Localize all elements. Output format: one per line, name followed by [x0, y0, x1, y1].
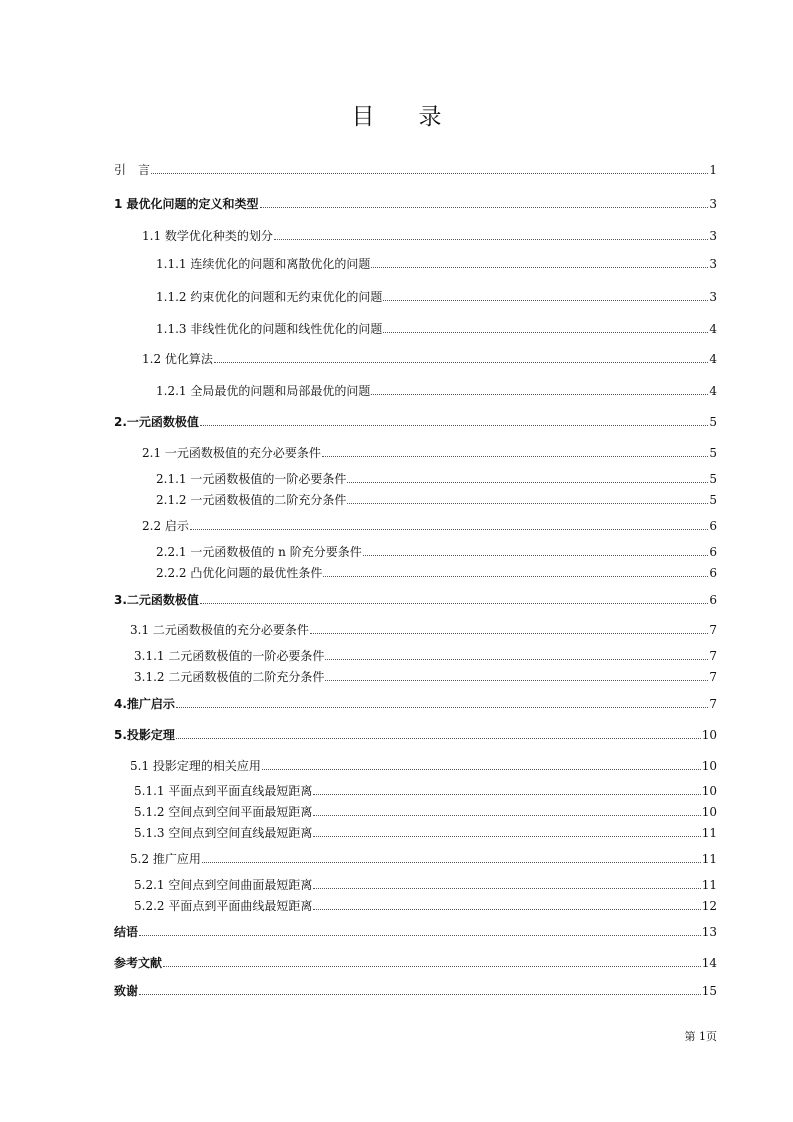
toc-entry-page: 11 — [701, 852, 717, 866]
toc-leader-dots — [200, 602, 708, 604]
toc-entry-page: 5 — [709, 415, 717, 429]
toc-entry-label: 3.1.2 二元函数极值的二阶充分条件 — [134, 670, 325, 684]
toc-entry-page: 11 — [701, 826, 717, 840]
toc-leader-dots — [214, 361, 708, 363]
toc-title-left: 目 — [351, 104, 375, 130]
toc-entry-page: 3 — [709, 290, 717, 304]
toc-entry[interactable] — [114, 592, 717, 608]
toc-entry[interactable] — [156, 321, 717, 337]
toc-leader-dots — [347, 502, 708, 504]
toc-entry-page: 6 — [709, 545, 717, 559]
toc-entry-label: 2.1.1 一元函数极值的一阶必要条件 — [156, 472, 347, 486]
toc-entry[interactable] — [134, 825, 717, 841]
toc-entry-label: 4.推广启示 — [114, 697, 175, 711]
toc-entry[interactable] — [114, 727, 717, 743]
toc-leader-dots — [200, 424, 708, 426]
toc-leader-dots — [176, 737, 701, 739]
toc-entry-label: 5.2.2 平面点到平面曲线最短距离 — [134, 899, 313, 913]
toc-entry[interactable] — [114, 414, 717, 430]
toc-entry-page: 10 — [701, 805, 717, 819]
toc-entry[interactable] — [130, 851, 717, 867]
toc-entry-label: 5.1 投影定理的相关应用 — [130, 759, 261, 773]
toc-leader-dots — [347, 481, 708, 483]
page-footer: 第 1页 — [684, 1030, 717, 1043]
toc-leader-dots — [323, 575, 708, 577]
toc-leader-dots — [313, 908, 700, 910]
toc-leader-dots — [262, 768, 701, 770]
toc-entry-page: 1 — [709, 163, 717, 177]
toc-leader-dots — [371, 393, 708, 395]
toc-entry[interactable] — [156, 565, 717, 581]
toc-leader-dots — [313, 793, 700, 795]
toc-leader-dots — [322, 455, 708, 457]
toc-entry-page: 6 — [709, 593, 717, 607]
toc-title — [0, 98, 793, 131]
toc-entry[interactable] — [142, 518, 717, 534]
toc-entry[interactable] — [130, 622, 717, 638]
toc-entry-page: 5 — [709, 446, 717, 460]
toc-entry-label: 5.1.2 空间点到空间平面最短距离 — [134, 805, 313, 819]
toc-leader-dots — [163, 965, 701, 967]
toc-title-right: 录 — [418, 104, 442, 130]
toc-entry[interactable] — [114, 162, 717, 178]
toc-entry-label: 参考文献 — [114, 956, 163, 970]
toc-leader-dots — [274, 238, 708, 240]
toc-entry-label: 1.1.3 非线性优化的问题和线性优化的问题 — [156, 322, 383, 336]
toc-entry-label: 2.2 启示 — [142, 519, 189, 533]
toc-leader-dots — [325, 679, 708, 681]
toc-entry[interactable] — [142, 351, 717, 367]
toc-entry[interactable] — [134, 804, 717, 820]
toc-entry-label: 2.2.2 凸优化问题的最优性条件 — [156, 566, 323, 580]
toc-leader-dots — [310, 632, 708, 634]
toc-entry[interactable] — [142, 228, 717, 244]
toc-entry-page: 5 — [709, 472, 717, 486]
toc-entry-page: 10 — [701, 728, 717, 742]
toc-entry[interactable] — [134, 669, 717, 685]
toc-entry-label: 3.1 二元函数极值的充分必要条件 — [130, 623, 309, 637]
toc-entry-page: 14 — [701, 956, 717, 970]
toc-entry-page: 6 — [709, 566, 717, 580]
toc-entry[interactable] — [156, 544, 717, 560]
toc-leader-dots — [139, 993, 701, 995]
toc-entry-label: 2.1.2 一元函数极值的二阶充分条件 — [156, 493, 347, 507]
toc-entry-label: 1.1.1 连续优化的问题和离散优化的问题 — [156, 257, 371, 271]
toc-entry[interactable] — [114, 983, 717, 999]
toc-leader-dots — [325, 658, 708, 660]
toc-entry[interactable] — [142, 445, 717, 461]
toc-entry-label: 3.1.1 二元函数极值的一阶必要条件 — [134, 649, 325, 663]
toc-entry-label: 3.二元函数极值 — [114, 593, 199, 607]
toc-entry-label: 致谢 — [114, 984, 139, 998]
toc-entry-page: 15 — [701, 984, 717, 998]
toc-entry-label: 2.2.1 一元函数极值的 n 阶充分要条件 — [156, 545, 362, 559]
toc-entry-page: 5 — [709, 493, 717, 507]
toc-leader-dots — [371, 266, 708, 268]
toc-entry[interactable] — [134, 648, 717, 664]
toc-entry-label: 5.1.3 空间点到空间直线最短距离 — [134, 826, 313, 840]
toc-entry-label: 2.1 一元函数极值的充分必要条件 — [142, 446, 321, 460]
toc-entry[interactable] — [134, 783, 717, 799]
toc-leader-dots — [190, 528, 708, 530]
toc-entry-label: 结语 — [114, 925, 139, 939]
toc-entry-label: 5.投影定理 — [114, 728, 175, 742]
toc-entry-label: 2.一元函数极值 — [114, 415, 199, 429]
toc-leader-dots — [176, 706, 708, 708]
toc-entry[interactable] — [114, 696, 717, 712]
toc-entry-page: 3 — [709, 197, 717, 211]
toc-entry[interactable] — [156, 256, 717, 272]
toc-entry-page: 7 — [709, 649, 717, 663]
toc-leader-dots — [313, 887, 700, 889]
toc-entry-page: 13 — [701, 925, 717, 939]
toc-leader-dots — [139, 934, 701, 936]
toc-entry-page: 10 — [701, 784, 717, 798]
toc-entry-page: 11 — [701, 878, 717, 892]
toc-entry-page: 7 — [709, 670, 717, 684]
toc-entry-page: 4 — [709, 384, 717, 398]
toc-entry-page: 7 — [709, 697, 717, 711]
toc-entry-page: 4 — [709, 352, 717, 366]
toc-leader-dots — [260, 206, 709, 208]
toc-leader-dots — [383, 299, 708, 301]
toc-entry[interactable] — [156, 289, 717, 305]
toc-entry-label: 1.2 优化算法 — [142, 352, 213, 366]
toc-entry-page: 4 — [709, 322, 717, 336]
toc-entry-label: 1.2.1 全局最优的问题和局部最优的问题 — [156, 384, 371, 398]
toc-entry[interactable] — [156, 492, 717, 508]
toc-entry-page: 6 — [709, 519, 717, 533]
toc-entry[interactable] — [156, 471, 717, 487]
toc-entry-page: 3 — [709, 229, 717, 243]
toc-leader-dots — [202, 861, 701, 863]
toc-entry[interactable] — [114, 924, 717, 940]
toc-entry-label: 5.1.1 平面点到平面直线最短距离 — [134, 784, 313, 798]
toc-leader-dots — [383, 331, 708, 333]
toc-leader-dots — [151, 172, 708, 174]
toc-entry-label: 1.1 数学优化种类的划分 — [142, 229, 273, 243]
toc-entry-page: 7 — [709, 623, 717, 637]
toc-leader-dots — [363, 554, 709, 556]
toc-entry[interactable] — [114, 196, 717, 212]
toc-entry[interactable] — [114, 955, 717, 971]
toc-entry-label: 引 言 — [114, 163, 151, 177]
toc-entry-label: 1.1.2 约束优化的问题和无约束优化的问题 — [156, 290, 383, 304]
toc-entry-label: 5.2 推广应用 — [130, 852, 201, 866]
toc-entry-label: 5.2.1 空间点到空间曲面最短距离 — [134, 878, 313, 892]
toc-entry-page: 12 — [701, 899, 717, 913]
toc-entry-page: 3 — [709, 257, 717, 271]
toc-leader-dots — [313, 835, 700, 837]
toc-entry[interactable] — [134, 877, 717, 893]
toc-entry-label: 1 最优化问题的定义和类型 — [114, 197, 259, 211]
toc-entry[interactable] — [134, 898, 717, 914]
toc-entry-page: 10 — [701, 759, 717, 773]
toc-leader-dots — [313, 814, 700, 816]
toc-entry[interactable] — [156, 383, 717, 399]
toc-entry[interactable] — [130, 758, 717, 774]
